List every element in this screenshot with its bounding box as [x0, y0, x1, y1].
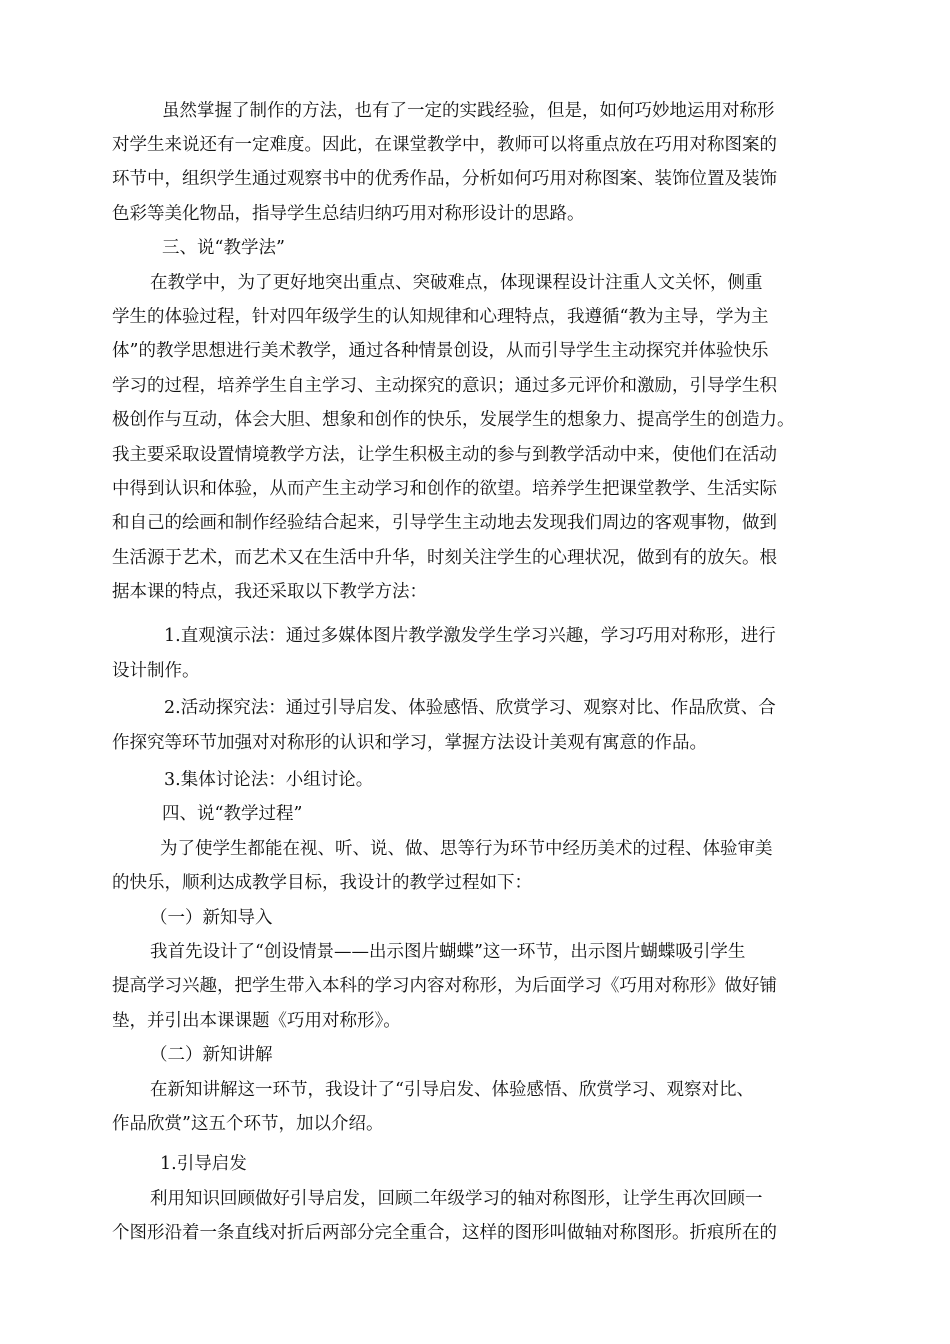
paragraph-line: 极创作与互动，体会大胆、想象和创作的快乐，发展学生的想象力、提高学生的创造力。	[112, 410, 795, 430]
paragraph-line: 据本课的特点，我还采取以下教学方法：	[112, 582, 427, 602]
paragraph-line: 对学生来说还有一定难度。因此，在课堂教学中，教师可以将重点放在巧用对称图案的	[112, 135, 777, 155]
paragraph-line: 我首先设计了“创设情景——出示图片蝴蝶”这一环节，出示图片蝴蝶吸引学生	[150, 942, 746, 962]
paragraph-line: 环节中，组织学生通过观察书中的优秀作品，分析如何巧用对称图案、装饰位置及装饰	[112, 169, 777, 189]
list-item-line: 设计制作。	[112, 661, 200, 681]
paragraph-line: 个图形沿着一条直线对折后两部分完全重合，这样的图形叫做轴对称图形。折痕所在的	[112, 1223, 777, 1243]
paragraph-line: 在新知讲解这一环节，我设计了“引导启发、体验感悟、欣赏学习、观察对比、	[150, 1080, 754, 1100]
paragraph-line: 为了使学生都能在视、听、说、做、思等行为环节中经历美术的过程、体验审美	[160, 839, 773, 859]
paragraph-line: 垫，并引出本课课题《巧用对称形》。	[112, 1011, 401, 1031]
list-item-line: 2.活动探究法：通过引导启发、体验感悟、欣赏学习、观察对比、作品欣赏、合	[164, 698, 776, 718]
paragraph-line: 体”的教学思想进行美术教学，通过各种情景创设，从而引导学生主动探究并体验快乐	[112, 341, 769, 361]
paragraph-line: 在教学中，为了更好地突出重点、突破难点，体现课程设计注重人文关怀，侧重	[150, 273, 763, 293]
paragraph-line: 生活源于艺术，而艺术又在生活中升华，时刻关注学生的心理状况，做到有的放矢。根	[112, 548, 777, 568]
paragraph-line: 提高学习兴趣，把学生带入本科的学习内容对称形，为后面学习《巧用对称形》做好铺	[112, 976, 777, 996]
list-item-line: 作探究等环节加强对对称形的认识和学习，掌握方法设计美观有寓意的作品。	[112, 733, 707, 753]
list-item-line: 1.直观演示法：通过多媒体图片教学激发学生学习兴趣，学习巧用对称形，进行	[164, 626, 776, 646]
paragraph-line: 虽然掌握了制作的方法，也有了一定的实践经验，但是，如何巧妙地运用对称形	[162, 101, 775, 121]
paragraph-line: 和自己的绘画和制作经验结合起来，引导学生主动地去发现我们周边的客观事物，做到	[112, 513, 777, 533]
paragraph-line: 学习的过程，培养学生自主学习、主动探究的意识；通过多元评价和激励，引导学生积	[112, 376, 777, 396]
paragraph-line: 中得到认识和体验，从而产生主动学习和创作的欲望。培养学生把课堂教学、生活实际	[112, 479, 777, 499]
section-heading: 三、说“教学法”	[162, 238, 285, 258]
subsection-heading: （二）新知讲解	[150, 1045, 273, 1065]
paragraph-line: 利用知识回顾做好引导启发，回顾二年级学习的轴对称图形，让学生再次回顾一	[150, 1189, 763, 1209]
list-item-heading: 1.引导启发	[160, 1154, 247, 1174]
section-heading: 四、说“教学过程”	[162, 804, 303, 824]
paragraph-line: 作品欣赏”这五个环节，加以介绍。	[112, 1114, 384, 1134]
paragraph-line: 的快乐，顺利达成教学目标，我设计的教学过程如下：	[112, 873, 532, 893]
paragraph-line: 学生的体验过程，针对四年级学生的认知规律和心理特点，我遵循“教为主导，学为主	[112, 307, 769, 327]
paragraph-line: 我主要采取设置情境教学方法，让学生积极主动的参与到教学活动中来，使他们在活动	[112, 445, 777, 465]
paragraph-line: 色彩等美化物品，指导学生总结归纳巧用对称形设计的思路。	[112, 204, 585, 224]
list-item-line: 3.集体讨论法：小组讨论。	[164, 770, 374, 790]
subsection-heading: （一）新知导入	[150, 908, 273, 928]
